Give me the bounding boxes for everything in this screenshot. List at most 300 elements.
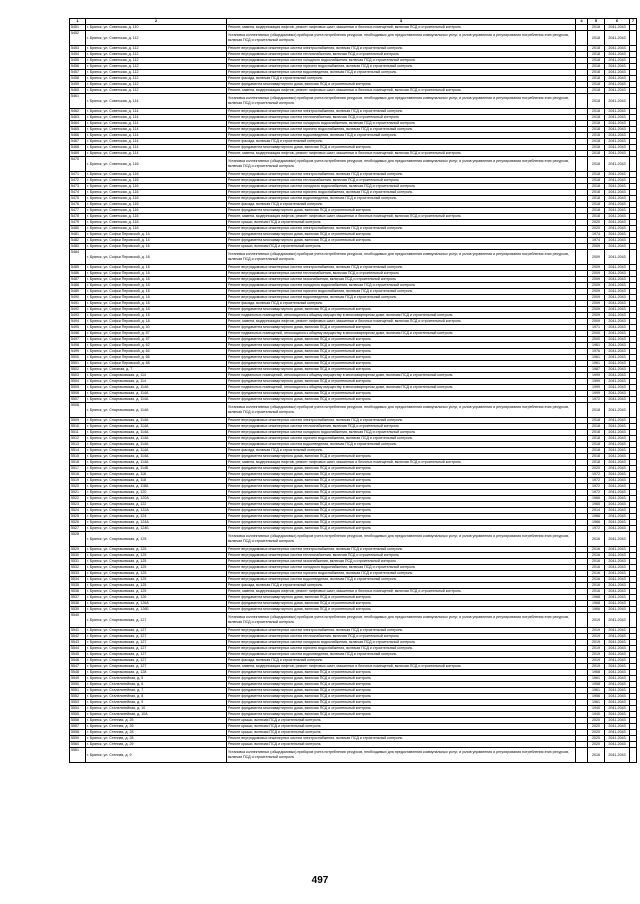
row-number-cell: 5488	[70, 283, 86, 289]
work-type-cell: Ремонт, замена, модернизация лифтов, ремонт лифтовых шахт, машинных и блочных помещений, включая ПСД и строительный контроль	[227, 214, 576, 220]
period-cell: 2041-2043	[605, 145, 630, 151]
year-cell: 2009	[588, 271, 605, 277]
year-cell: 2018	[588, 442, 605, 448]
work-type-cell: Ремонт внутридомовых инженерных систем теплоснабжения, включая ПСД и строительный контроль	[227, 424, 576, 430]
year-cell: 2009	[588, 244, 605, 250]
column-header: 3	[227, 19, 576, 25]
row-number-cell: 5476	[70, 202, 86, 208]
work-type-cell: Установка коллективных (общедомовых) приборов учета потребления ресурсов, необходимых для предоставления коммунальных услуг, и узлов управления и регулирования потребления этих ресурсов, включая ПСД и строительный контроль	[227, 532, 576, 547]
address-cell: г. Брянск, ул. Советская, д. 114	[86, 115, 227, 121]
period-cell: 2041-2043	[605, 436, 630, 442]
year-cell: 2009	[588, 265, 605, 271]
year-cell: 2018	[588, 115, 605, 121]
row-number-cell: 5533	[70, 571, 86, 577]
row-number-cell: 5515	[70, 454, 86, 460]
row-number-cell: 5468	[70, 145, 86, 151]
year-cell: 2016	[588, 589, 605, 595]
work-type-cell: Ремонт фундамента многоквартирного дома, включая ПСД и строительный контроль	[227, 688, 576, 694]
year-cell: 2018	[588, 88, 605, 94]
address-cell: г. Брянск, ул. Спартаковская, д. 125	[86, 583, 227, 589]
work-type-cell: Ремонт внутридомовых инженерных систем теплоснабжения, включая ПСД и строительный контроль	[227, 271, 576, 277]
address-cell: г. Брянск, ул. Советская, д. 112	[86, 88, 227, 94]
empty-cell	[576, 532, 588, 547]
period-cell: 2041-2043	[605, 646, 630, 652]
address-cell: г. Брянск, ул. Спартаковская, д. 127	[86, 640, 227, 646]
work-type-cell: Ремонт фундамента многоквартирного дома, включая ПСД и строительный контроль	[227, 706, 576, 712]
work-type-cell: Ремонт внутридомовых инженерных систем водоотведения, включая ПСД и строительный контроль	[227, 652, 576, 658]
work-type-cell: Ремонт внутридомовых инженерных систем горячего водоснабжения, включая ПСД и строительный контроль	[227, 571, 576, 577]
address-cell: г. Брянск, ул. Советская, д. 112	[86, 70, 227, 76]
work-type-cell: Установка коллективных (общедомовых) приборов учета потребления ресурсов, необходимых для предоставления коммунальных услуг, и узлов управления и регулирования потребления этих ресурсов, включая ПСД и строительный контроль	[227, 94, 576, 109]
period-cell: 2041-2043	[605, 706, 630, 712]
address-cell: г. Брянск, ул. Спартаковская, д. 122А	[86, 508, 227, 514]
row-number-cell: 5552	[70, 694, 86, 700]
work-type-cell: Ремонт, замена, модернизация лифтов, ремонт лифтовых шахт, машинных и блочных помещений, включая ПСД и строительный контроль	[227, 664, 576, 670]
work-type-cell: Ремонт фасада, включая ПСД и строительный контроль	[227, 583, 576, 589]
work-type-cell: Ремонт внутридомовых инженерных систем электроснабжения, включая ПСД и строительный контроль	[227, 226, 576, 232]
work-type-cell: Ремонт фасада, включая ПСД и строительный контроль	[227, 448, 576, 454]
period-cell: 2041-2043	[605, 424, 630, 430]
address-cell: г. Брянск, ул. Спартаковская, д. 114А	[86, 385, 227, 391]
row-number-cell: 5542	[70, 634, 86, 640]
row-number-cell: 5455	[70, 58, 86, 64]
period-cell: 2041-2043	[605, 202, 630, 208]
address-cell: г. Брянск, ул. Спартаковская, д. 125	[86, 547, 227, 553]
year-cell: 2014	[588, 508, 605, 514]
work-type-cell: Ремонт крыши, включая ПСД и строительный контроль	[227, 730, 576, 736]
period-cell: 2041-2043	[605, 595, 630, 601]
period-cell: 2041-2043	[605, 109, 630, 115]
year-cell: 2016	[588, 547, 605, 553]
row-number-cell: 5456	[70, 64, 86, 70]
row-number-cell: 5484	[70, 250, 86, 265]
row-number-cell: 5460	[70, 88, 86, 94]
work-type-cell: Ремонт внутридомовых инженерных систем горячего водоснабжения, включая ПСД и строительный контроль	[227, 127, 576, 133]
work-type-cell: Ремонт внутридомовых инженерных систем горячего водоснабжения, включая ПСД и строительный контроль	[227, 289, 576, 295]
address-cell: г. Брянск, ул. Спартаковская, д. 120	[86, 490, 227, 496]
year-cell: 2018	[588, 184, 605, 190]
address-cell: г. Брянск, ул. Степная, д. 28	[86, 730, 227, 736]
period-cell: 2041-2043	[605, 232, 630, 238]
row-number-cell: 5475	[70, 196, 86, 202]
work-type-cell: Ремонт фундамента многоквартирного дома, включая ПСД и строительный контроль	[227, 502, 576, 508]
period-cell: 2041-2043	[605, 172, 630, 178]
year-cell: 2016	[588, 565, 605, 571]
period-cell: 2041-2043	[605, 250, 630, 265]
year-cell: 2019	[588, 646, 605, 652]
year-cell: 1966	[588, 514, 605, 520]
address-cell: г. Брянск, ул. Советская, д. 116	[86, 196, 227, 202]
address-cell: г. Брянск, ул. Советская, д. 116	[86, 157, 227, 172]
address-cell: г. Брянск, ул. Спартаковская, д. 114А	[86, 424, 227, 430]
row-number-cell: 5491	[70, 301, 86, 307]
address-cell: г. Брянск, ул. Софьи Перовской, д. 64	[86, 349, 227, 355]
year-cell: 1972	[588, 526, 605, 532]
year-cell: 2018	[588, 454, 605, 460]
work-type-cell: Ремонт фундамента многоквартирного дома, включая ПСД и строительный контроль	[227, 337, 576, 343]
period-cell: 2041-2043	[605, 361, 630, 367]
row-number-cell: 5510	[70, 424, 86, 430]
table-row	[70, 403, 637, 418]
address-cell: г. Брянск, ул. Советская, д. 114	[86, 133, 227, 139]
year-cell: 1987	[588, 367, 605, 373]
row-number-cell: 5485	[70, 265, 86, 271]
year-cell: 2016	[588, 532, 605, 547]
row-number-cell: 5532	[70, 565, 86, 571]
empty-cell	[630, 94, 637, 109]
year-cell: 1961	[588, 343, 605, 349]
address-cell: г. Брянск, ул. Софьи Перовской, д. 18	[86, 271, 227, 277]
year-cell: 2019	[588, 640, 605, 646]
work-type-cell: Ремонт, замена, модернизация лифтов, ремонт лифтовых шахт, машинных и блочных помещений, включая ПСД и строительный контроль	[227, 88, 576, 94]
period-cell: 2041-2043	[605, 178, 630, 184]
address-cell: г. Брянск, ул. Советская, д. 116	[86, 214, 227, 220]
row-number-cell: 5539	[70, 607, 86, 613]
work-type-cell: Ремонт фундамента многоквартирного дома, включая ПСД и строительный контроль	[227, 82, 576, 88]
year-cell: 2018	[588, 145, 605, 151]
work-type-cell: Ремонт внутридомовых инженерных систем холодного водоснабжения, включая ПСД и строительный контроль	[227, 640, 576, 646]
address-cell: г. Брянск, ул. Советская, д. 112	[86, 64, 227, 70]
work-type-cell: Ремонт внутридомовых инженерных систем водоотведения, включая ПСД и строительный контроль	[227, 133, 576, 139]
period-cell: 2041-2043	[605, 151, 630, 157]
period-cell: 2041-2043	[605, 325, 630, 331]
row-number-cell: 5535	[70, 583, 86, 589]
year-cell: 2018	[588, 31, 605, 46]
year-cell: 1972	[588, 478, 605, 484]
work-type-cell: Ремонт внутридомовых инженерных систем теплоснабжения, включая ПСД и строительный контроль	[227, 52, 576, 58]
row-number-cell: 5527	[70, 526, 86, 532]
work-type-cell: Ремонт внутридомовых инженерных систем холодного водоснабжения, включая ПСД и строительный контроль	[227, 121, 576, 127]
period-cell: 2041-2043	[605, 385, 630, 391]
work-type-cell: Установка коллективных (общедомовых) приборов учета потребления ресурсов, необходимых для предоставления коммунальных услуг, и узлов управления и регулирования потребления этих ресурсов, включая ПСД и строительный контроль	[227, 403, 576, 418]
row-number-cell: 5545	[70, 652, 86, 658]
address-cell: г. Брянск, ул. Спартаковская, д. 125	[86, 565, 227, 571]
row-number-cell: 5514	[70, 448, 86, 454]
row-number-cell: 5504	[70, 379, 86, 385]
work-type-cell: Ремонт подвальных помещений, относящихся к общему имуществу в многоквартирном доме, включая ПСД и строительный контроль	[227, 313, 576, 319]
address-cell: г. Брянск, ул. Спартаковская, д. 125	[86, 589, 227, 595]
work-type-cell: Ремонт, замена, модернизация лифтов, ремонт лифтовых шахт, машинных и блочных помещений, включая ПСД и строительный контроль	[227, 25, 576, 31]
year-cell: 1999	[588, 385, 605, 391]
work-type-cell: Ремонт внутридомовых инженерных систем теплоснабжения, включая ПСД и строительный контроль	[227, 178, 576, 184]
period-cell: 2041-2043	[605, 355, 630, 361]
address-cell: г. Брянск, ул. Сталелитейная, д. 6	[86, 682, 227, 688]
work-type-cell: Ремонт, замена, модернизация лифтов, ремонт лифтовых шахт, машинных и блочных помещений, включая ПСД и строительный контроль	[227, 319, 576, 325]
row-number-cell: 5554	[70, 706, 86, 712]
row-number-cell: 5509	[70, 418, 86, 424]
address-cell: г. Брянск, ул. Советская, д. 114	[86, 145, 227, 151]
period-cell: 2041-2043	[605, 307, 630, 313]
year-cell: 2018	[588, 82, 605, 88]
period-cell: 2041-2043	[605, 736, 630, 742]
year-cell: 1968	[588, 601, 605, 607]
year-cell: 1971	[588, 325, 605, 331]
year-cell: 1972	[588, 397, 605, 403]
address-cell: г. Брянск, ул. Спартаковская, д. 125	[86, 553, 227, 559]
work-type-cell: Ремонт внутридомовых инженерных систем холодного водоснабжения, включая ПСД и строительный контроль	[227, 565, 576, 571]
work-type-cell: Установка коллективных (общедомовых) приборов учета потребления ресурсов, необходимых для предоставления коммунальных услуг, и узлов управления и регулирования потребления этих ресурсов, включая ПСД и строительный контроль	[227, 157, 576, 172]
period-cell: 2041-2043	[605, 559, 630, 565]
address-cell: г. Брянск, ул. Спартаковская, д. 114А	[86, 391, 227, 397]
column-header: 5	[588, 19, 605, 25]
row-number-cell: 5553	[70, 700, 86, 706]
address-cell: г. Брянск, ул. Софьи Перовской, д. 62	[86, 343, 227, 349]
period-cell: 2041-2043	[605, 496, 630, 502]
work-type-cell: Ремонт фундамента многоквартирного дома, включая ПСД и строительный контроль	[227, 478, 576, 484]
address-cell: г. Брянск, ул. Степная, д. 25	[86, 718, 227, 724]
address-cell: г. Брянск, ул. Софьи Перовской, д. 18	[86, 295, 227, 301]
address-cell: г. Брянск, ул. Спартаковская, д. 127	[86, 613, 227, 628]
period-cell: 2041-2043	[605, 139, 630, 145]
work-type-cell: Ремонт фасада, включая ПСД и строительный контроль	[227, 139, 576, 145]
year-cell: 2018	[588, 133, 605, 139]
work-type-cell: Ремонт, замена, модернизация лифтов, ремонт лифтовых шахт, машинных и блочных помещений, включая ПСД и строительный контроль	[227, 151, 576, 157]
period-cell: 2041-2043	[605, 157, 630, 172]
work-type-cell: Ремонт внутридомовых инженерных систем электроснабжения, включая ПСД и строительный контроль	[227, 109, 576, 115]
address-cell: г. Брянск, ул. Спартаковская, д. 127	[86, 664, 227, 670]
year-cell: 2018	[588, 172, 605, 178]
row-number-cell: 5518	[70, 472, 86, 478]
period-cell: 2041-2043	[605, 532, 630, 547]
row-number-cell: 5499	[70, 349, 86, 355]
address-cell: г. Брянск, ул. Софьи Перовской, д. 18	[86, 289, 227, 295]
year-cell: 1999	[588, 373, 605, 379]
address-cell: г. Брянск, ул. Спартаковская, д. 114А	[86, 397, 227, 403]
work-type-cell: Ремонт фундамента многоквартирного дома, включая ПСД и строительный контроль	[227, 343, 576, 349]
row-number-cell: 5512	[70, 436, 86, 442]
work-type-cell: Ремонт фундамента многоквартирного дома, включая ПСД и строительный контроль	[227, 607, 576, 613]
year-cell: 1974	[588, 232, 605, 238]
row-number-cell: 5473	[70, 184, 86, 190]
year-cell: 2018	[588, 157, 605, 172]
row-number-cell: 5480	[70, 226, 86, 232]
address-cell: г. Брянск, ул. Спартаковская, д. 118	[86, 478, 227, 484]
address-cell: г. Брянск, ул. Спартаковская, д. 114А	[86, 454, 227, 460]
row-number-cell: 5496	[70, 331, 86, 337]
row-number-cell: 5529	[70, 547, 86, 553]
work-type-cell: Ремонт внутридомовых инженерных систем горячего водоснабжения, включая ПСД и строительный контроль	[227, 646, 576, 652]
period-cell: 2041-2043	[605, 466, 630, 472]
year-cell: 1940	[588, 712, 605, 718]
row-number-cell: 5479	[70, 220, 86, 226]
year-cell: 2019	[588, 658, 605, 664]
row-number-cell: 5540	[70, 613, 86, 628]
year-cell: 2009	[588, 283, 605, 289]
address-cell: г. Брянск, ул. Степная, д. 28	[86, 736, 227, 742]
year-cell: 2020	[588, 220, 605, 226]
period-cell: 2041-2043	[605, 460, 630, 466]
address-cell: г. Брянск, ул. Советская, д. 112	[86, 46, 227, 52]
address-cell: г. Брянск, ул. Софьи Перовской, д. 18	[86, 307, 227, 313]
work-type-cell: Установка коллективных (общедомовых) приборов учета потребления ресурсов, необходимых для предоставления коммунальных услуг, и узлов управления и регулирования потребления этих ресурсов, включая ПСД и строительный контроль	[227, 748, 576, 763]
year-cell: 2018	[588, 109, 605, 115]
work-type-cell: Установка коллективных (общедомовых) приборов учета потребления ресурсов, необходимых для предоставления коммунальных услуг, и узлов управления и регулирования потребления этих ресурсов, включая ПСД и строительный контроль	[227, 613, 576, 628]
year-cell: 2018	[588, 190, 605, 196]
row-number-cell: 5500	[70, 355, 86, 361]
work-type-cell: Ремонт внутридомовых инженерных систем водоотведения, включая ПСД и строительный контроль	[227, 577, 576, 583]
period-cell: 2041-2043	[605, 397, 630, 403]
row-number-cell: 5452	[70, 31, 86, 46]
work-type-cell: Ремонт внутридомовых инженерных систем электроснабжения, включая ПСД и строительный контроль	[227, 265, 576, 271]
address-cell: г. Брянск, ул. Советская, д. 112	[86, 31, 227, 46]
period-cell: 2041-2043	[605, 367, 630, 373]
work-type-cell: Ремонт фундамента многоквартирного дома, включая ПСД и строительный контроль	[227, 145, 576, 151]
period-cell: 2041-2043	[605, 742, 630, 748]
period-cell: 2041-2043	[605, 58, 630, 64]
address-cell: г. Брянск, ул. Софьи Перовской, д. 57	[86, 331, 227, 337]
address-cell: г. Брянск, ул. Сталелитейная, д. 7	[86, 688, 227, 694]
row-number-cell: 5466	[70, 133, 86, 139]
column-header: 2	[86, 19, 227, 25]
row-number-cell: 5508	[70, 403, 86, 418]
work-type-cell: Ремонт внутридомовых инженерных систем газоснабжения, включая ПСД и строительный контроль	[227, 277, 576, 283]
work-type-cell: Ремонт фундамента многоквартирного дома, включая ПСД и строительный контроль	[227, 355, 576, 361]
row-number-cell: 5458	[70, 76, 86, 82]
work-type-cell: Ремонт внутридомовых инженерных систем электроснабжения, включая ПСД и строительный контроль	[227, 628, 576, 634]
column-header: 7	[630, 19, 637, 25]
year-cell: 1974	[588, 238, 605, 244]
address-cell: г. Брянск, ул. Спартаковская, д. 114А	[86, 436, 227, 442]
work-type-cell: Ремонт внутридомовых инженерных систем холодного водоснабжения, включая ПСД и строительный контроль	[227, 58, 576, 64]
work-type-cell: Ремонт фундамента многоквартирного дома, включая ПСД и строительный контроль	[227, 526, 576, 532]
period-cell: 2041-2043	[605, 565, 630, 571]
row-number-cell: 5523	[70, 502, 86, 508]
work-type-cell: Ремонт фундамента многоквартирного дома, включая ПСД и строительный контроль	[227, 682, 576, 688]
year-cell: 2018	[588, 208, 605, 214]
period-cell: 2041-2043	[605, 403, 630, 418]
work-type-cell: Ремонт внутридомовых инженерных систем холодного водоснабжения, включая ПСД и строительный контроль	[227, 430, 576, 436]
year-cell: 2016	[588, 583, 605, 589]
work-type-cell: Ремонт фундамента многоквартирного дома, включая ПСД и строительный контроль	[227, 379, 576, 385]
year-cell: 2019	[588, 634, 605, 640]
year-cell: 2009	[588, 301, 605, 307]
period-cell: 2041-2043	[605, 526, 630, 532]
work-type-cell: Ремонт внутридомовых инженерных систем горячего водоснабжения, включая ПСД и строительный контроль	[227, 190, 576, 196]
address-cell: г. Брянск, ул. Спартаковская, д. 125	[86, 532, 227, 547]
address-cell: г. Брянск, ул. Спартаковская, д. 114А	[86, 442, 227, 448]
work-type-cell: Ремонт фундамента многоквартирного дома, включая ПСД и строительный контроль	[227, 397, 576, 403]
address-cell: г. Брянск, ул. Советская, д. 116	[86, 208, 227, 214]
address-cell: г. Брянск, ул. Советская, д. 118	[86, 220, 227, 226]
period-cell: 2041-2043	[605, 418, 630, 424]
empty-cell	[630, 532, 637, 547]
work-type-cell: Ремонт фундамента многоквартирного дома, включая ПСД и строительный контроль	[227, 232, 576, 238]
address-cell: г. Брянск, ул. Софьи Перовской, д. 18	[86, 301, 227, 307]
address-cell: г. Брянск, ул. Сталелитейная, д. 8	[86, 694, 227, 700]
period-cell: 2041-2043	[605, 301, 630, 307]
address-cell: г. Брянск, ул. Софьи Перовской, д. 66	[86, 355, 227, 361]
year-cell: 2018	[588, 151, 605, 157]
year-cell: 2018	[588, 202, 605, 208]
address-cell: г. Брянск, ул. Степная, д. 9	[86, 748, 227, 763]
period-cell: 2041-2043	[605, 127, 630, 133]
row-number-cell: 5546	[70, 658, 86, 664]
work-type-cell: Ремонт фундамента многоквартирного дома, включая ПСД и строительный контроль	[227, 700, 576, 706]
year-cell: 1972	[588, 472, 605, 478]
row-number-cell: 5487	[70, 277, 86, 283]
row-number-cell: 5459	[70, 82, 86, 88]
empty-cell	[576, 613, 588, 628]
address-cell: г. Брянск, ул. Спартаковская, д. 114	[86, 379, 227, 385]
year-cell: 1961	[588, 676, 605, 682]
period-cell: 2041-2043	[605, 664, 630, 670]
work-type-cell: Ремонт крыши, включая ПСД и строительный контроль	[227, 742, 576, 748]
period-cell: 2041-2043	[605, 634, 630, 640]
period-cell: 2041-2043	[605, 283, 630, 289]
period-cell: 2041-2043	[605, 343, 630, 349]
address-cell: г. Брянск, ул. Советская, д. 114	[86, 109, 227, 115]
period-cell: 2041-2043	[605, 613, 630, 628]
row-number-cell: 5495	[70, 325, 86, 331]
period-cell: 2041-2043	[605, 190, 630, 196]
row-number-cell: 5537	[70, 595, 86, 601]
table-row	[70, 94, 637, 109]
work-type-cell: Ремонт внутридомовых инженерных систем электроснабжения, включая ПСД и строительный контроль	[227, 172, 576, 178]
row-number-cell: 5530	[70, 553, 86, 559]
address-cell: г. Брянск, ул. Спартаковская, д. 126А	[86, 601, 227, 607]
year-cell: 2009	[588, 307, 605, 313]
row-number-cell: 5454	[70, 52, 86, 58]
period-cell: 2041-2043	[605, 64, 630, 70]
address-cell: г. Брянск, ул. Сталелитейная, д. 5	[86, 676, 227, 682]
address-cell: г. Брянск, ул. Советская, д. 112	[86, 76, 227, 82]
year-cell: 2018	[588, 94, 605, 109]
work-type-cell: Ремонт фундамента многоквартирного дома, включая ПСД и строительный контроль	[227, 367, 576, 373]
year-cell: 2016	[588, 748, 605, 763]
address-cell: г. Брянск, ул. Софьи Перовской, д. 18	[86, 319, 227, 325]
work-type-cell: Ремонт фундамента многоквартирного дома, включая ПСД и строительный контроль	[227, 466, 576, 472]
work-type-cell: Ремонт внутридомовых инженерных систем горячего водоснабжения, включая ПСД и строительный контроль	[227, 436, 576, 442]
work-type-cell: Ремонт крыши, включая ПСД и строительный контроль	[227, 724, 576, 730]
period-cell: 2041-2043	[605, 478, 630, 484]
row-number-cell: 5478	[70, 214, 86, 220]
address-cell: г. Брянск, ул. Софьи Перовской, д. 18	[86, 265, 227, 271]
period-cell: 2041-2043	[605, 289, 630, 295]
year-cell: 2019	[588, 652, 605, 658]
address-cell: г. Брянск, ул. Спартаковская, д. 126	[86, 595, 227, 601]
address-cell: г. Брянск, ул. Спартаковская, д. 124Б	[86, 526, 227, 532]
work-type-cell: Ремонт подвальных помещений, относящихся к общему имуществу в многоквартирном доме, включая ПСД и строительный контроль	[227, 373, 576, 379]
year-cell: 2020	[588, 226, 605, 232]
period-cell: 2041-2043	[605, 277, 630, 283]
year-cell: 2016	[588, 571, 605, 577]
address-cell: г. Брянск, ул. Советская, д. 114	[86, 94, 227, 109]
year-cell: 2000	[588, 331, 605, 337]
address-cell: г. Брянск, ул. Софьи Перовской, д. 18	[86, 277, 227, 283]
address-cell: г. Брянск, ул. Спартаковская, д. 114А	[86, 403, 227, 418]
address-cell: г. Брянск, ул. Сталелитейная, д. 9	[86, 700, 227, 706]
address-cell: г. Брянск, ул. Советская, д. 116	[86, 178, 227, 184]
work-type-cell: Ремонт крыши, включая ПСД и строительный контроль	[227, 718, 576, 724]
period-cell: 2041-2043	[605, 748, 630, 763]
work-type-cell: Ремонт внутридомовых инженерных систем водоотведения, включая ПСД и строительный контроль	[227, 442, 576, 448]
work-type-cell: Ремонт фундамента многоквартирного дома, включая ПСД и строительный контроль	[227, 595, 576, 601]
row-number-cell: 5462	[70, 109, 86, 115]
row-number-cell: 5502	[70, 367, 86, 373]
empty-cell	[576, 250, 588, 265]
period-cell: 2041-2043	[605, 628, 630, 634]
period-cell: 2041-2043	[605, 238, 630, 244]
period-cell: 2041-2043	[605, 712, 630, 718]
address-cell: г. Брянск, ул. Спартаковская, д. 127	[86, 628, 227, 634]
period-cell: 2041-2043	[605, 271, 630, 277]
period-cell: 2041-2043	[605, 670, 630, 676]
table-body	[70, 25, 637, 763]
period-cell: 2041-2043	[605, 601, 630, 607]
work-type-cell: Ремонт внутридомовых инженерных систем холодного водоснабжения, включая ПСД и строительный контроль	[227, 283, 576, 289]
year-cell: 1966	[588, 607, 605, 613]
address-cell: г. Брянск, ул. Спартаковская, д. 114А	[86, 430, 227, 436]
